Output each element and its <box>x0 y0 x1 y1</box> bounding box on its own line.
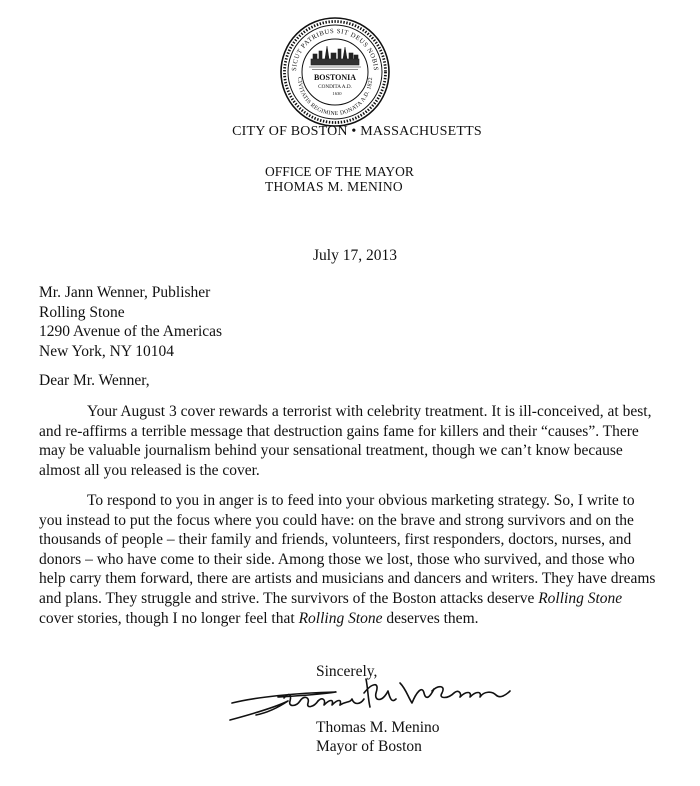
recipient-address <box>39 283 222 361</box>
letter-date: July 17, 2013 <box>313 247 397 264</box>
seal-skyline <box>309 46 361 70</box>
handwritten-signature <box>226 663 516 725</box>
closing: Sincerely, <box>316 663 378 680</box>
paragraph-2-text: To respond to you in anger is to feed into your obvious marketing strategy. So, I write to you instead to put the focus where you could have: on the brave and strong survivors and on the thousands of people – their family and friends, volunteers, first responders, doctors, nurses, and donors – who have come to their side. Among those we lost, those who survived, and those who help carry them forward, there are artists and musicians and dancers and writers. They have dreams and plans. They struggle and strive. The survivors of the Boston attacks deserve <box>39 492 656 607</box>
body-paragraph-2 <box>39 491 657 628</box>
seal-year: 1630 <box>332 91 342 96</box>
seal-title: BOSTONIA <box>313 73 357 82</box>
publication-name: Rolling Stone <box>298 609 383 627</box>
publication-name: Rolling Stone <box>538 589 623 607</box>
address-line: Rolling Stone <box>39 303 125 321</box>
office-title: OFFICE OF THE MAYOR <box>265 164 414 179</box>
paragraph-2-text: cover stories, though I no longer feel that <box>39 609 299 627</box>
office-block <box>265 164 414 194</box>
seal-top-motto: SICUT PATRIBUS SIT DEUS NOBIS <box>290 27 380 72</box>
signer-block <box>316 718 440 756</box>
address-line: 1290 Avenue of the Americas <box>39 323 223 340</box>
signer-name: Thomas M. Menino <box>316 719 440 736</box>
seal-subtitle: CONDITA A.D. <box>318 84 352 90</box>
address-line: Mr. Jann Wenner, Publisher <box>39 284 211 301</box>
salutation: Dear Mr. Wenner, <box>39 372 150 389</box>
address-line: New York, NY 10104 <box>39 342 175 360</box>
city-state-heading: CITY OF BOSTON • MASSACHUSETTS <box>232 124 482 139</box>
body-paragraph-1: Your August 3 cover rewards a terrorist with celebrity treatment. It is ill-conceived, at best, and re-affirms a terrible message that destruction gains fame for killers and their “causes”. There may be valuable journalism behind your sensational treatment, though we can’t know because almost all you released is the cover. <box>39 403 652 479</box>
signer-title: Mayor of Boston <box>316 738 422 755</box>
mayor-name-heading: THOMAS M. MENINO <box>265 179 403 194</box>
city-seal <box>279 16 391 128</box>
paragraph-2-text: deserves them. <box>382 609 479 627</box>
seal-bottom-motto: CIVITATIS REGIMINE DONATA A.D. 1822 <box>295 77 375 118</box>
